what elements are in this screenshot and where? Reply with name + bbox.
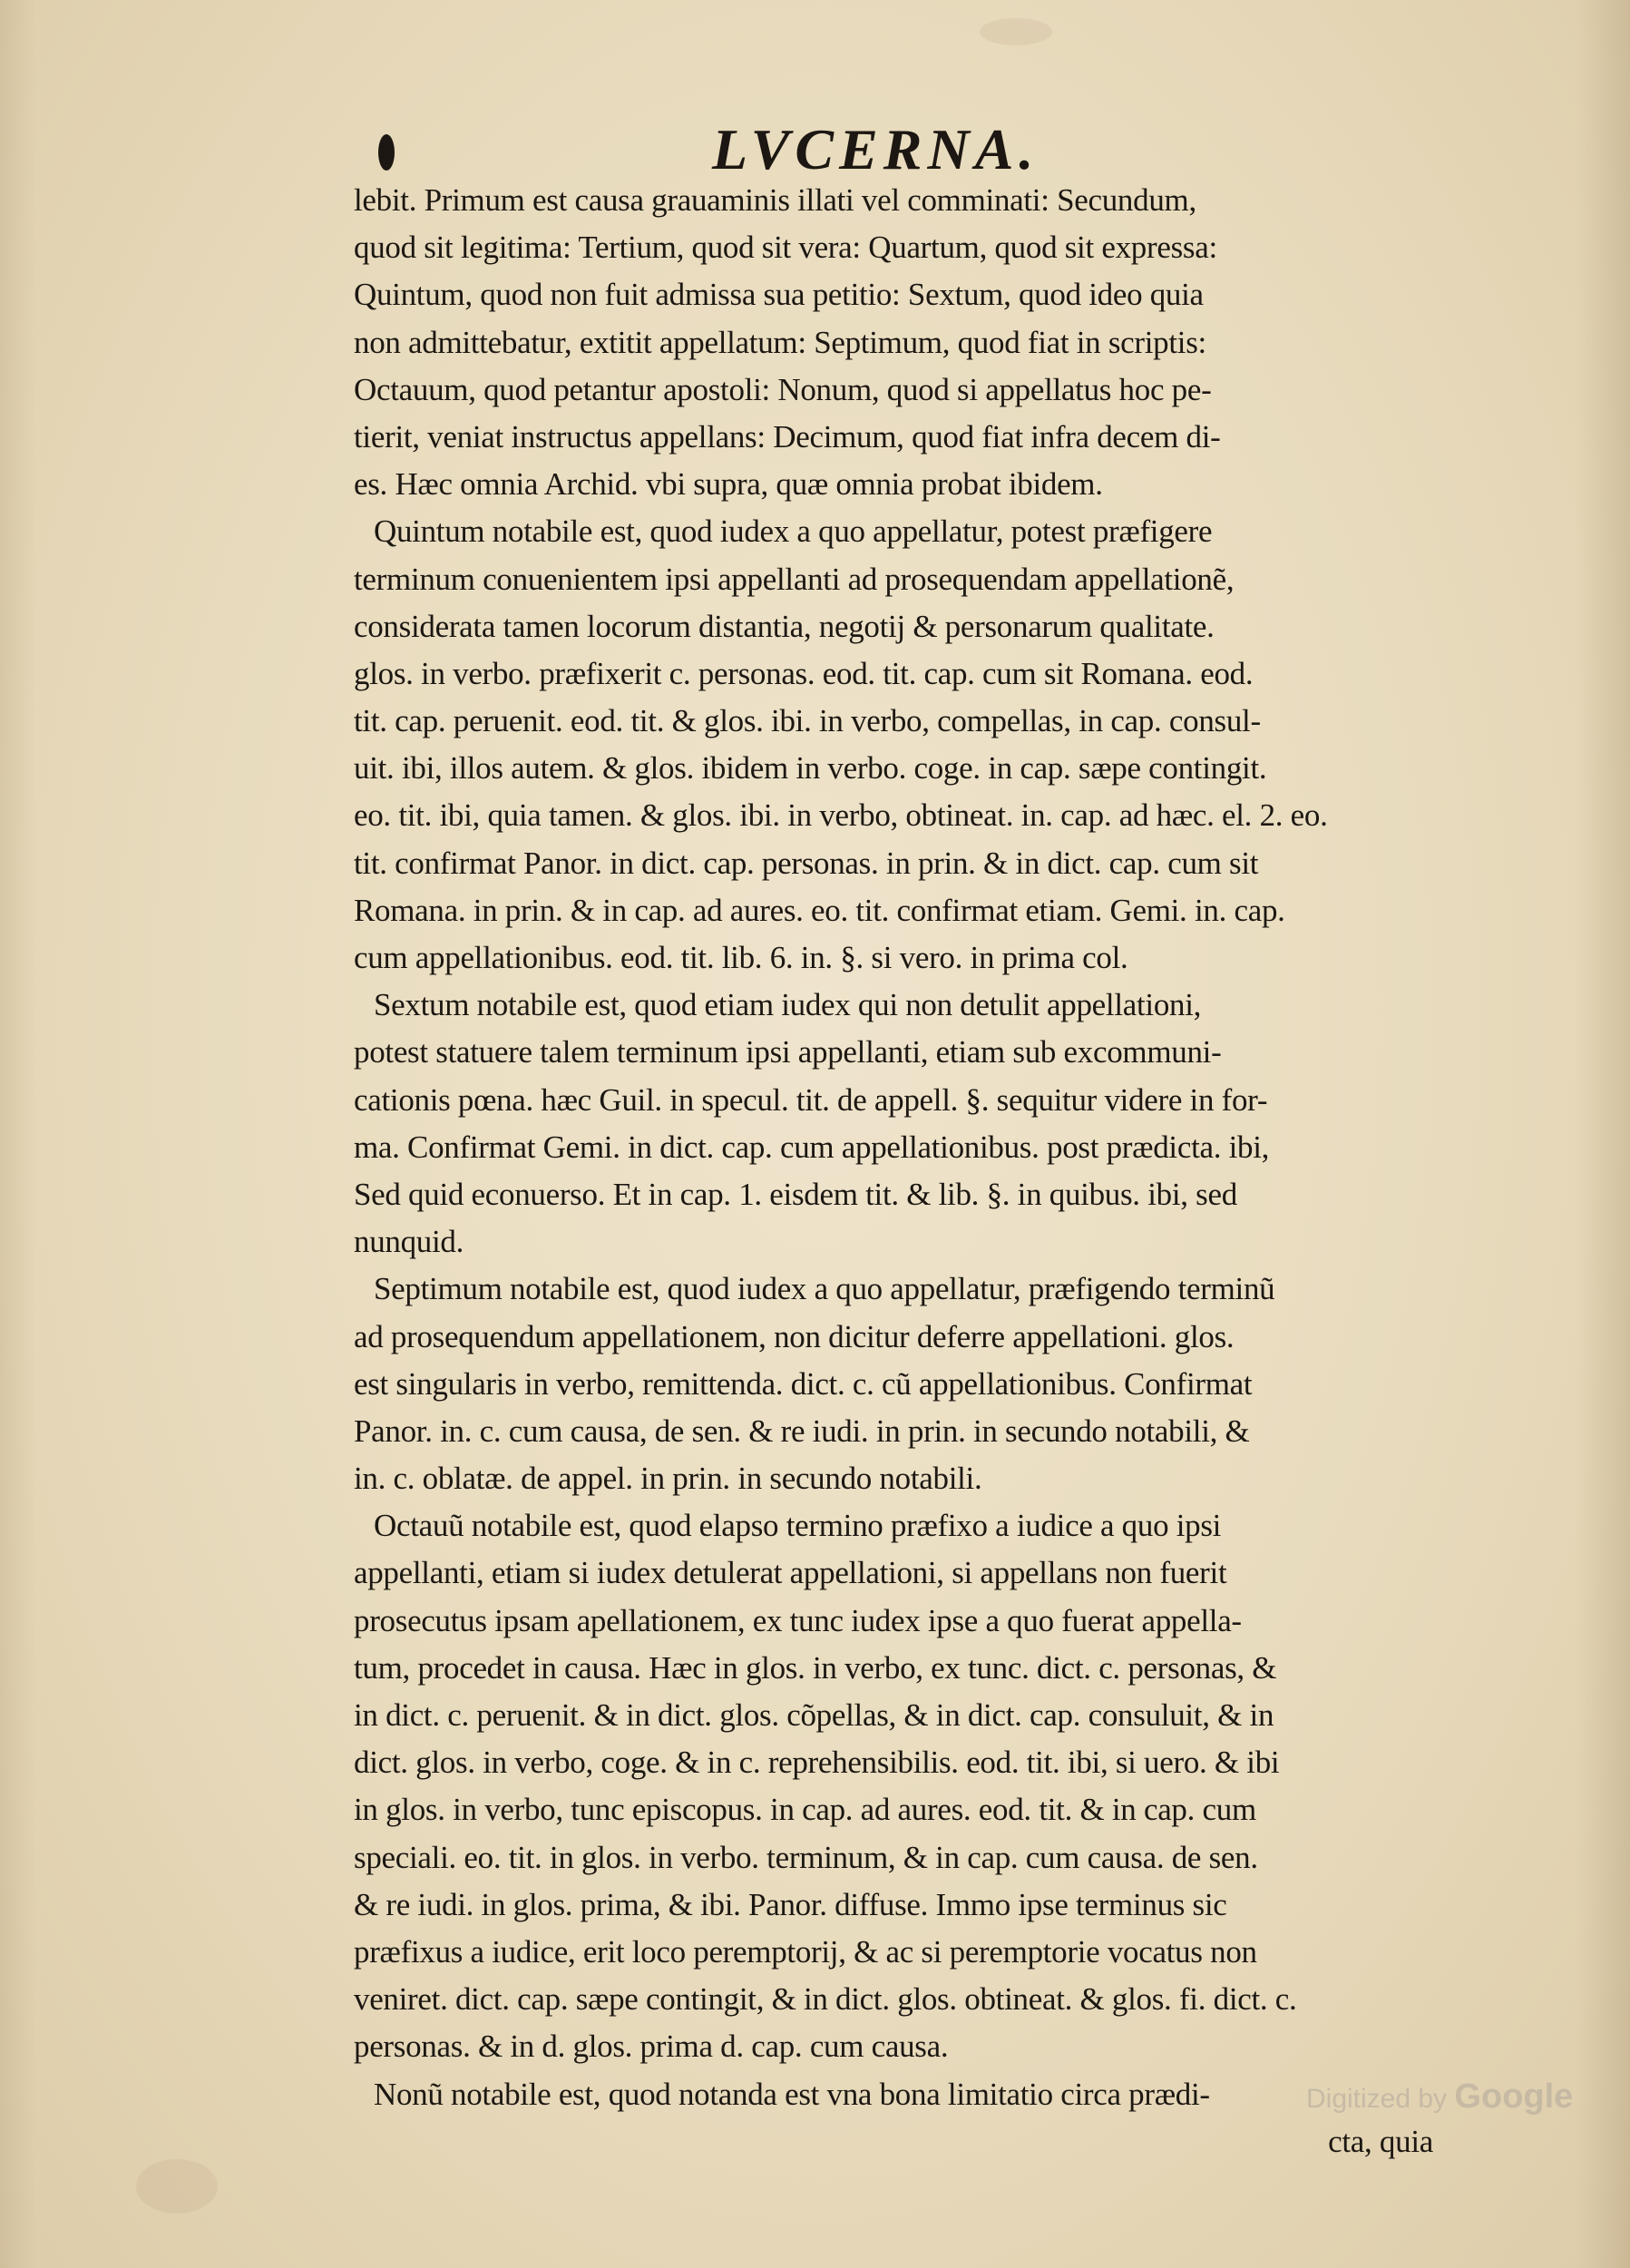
printer-mark-icon <box>378 134 395 171</box>
text-line: eo. tit. ibi, quia tamen. & glos. ibi. in verbo, obtineat. in. cap. ad hæc. el. 2. eo. <box>354 797 1328 834</box>
text-line: Romana. in prin. & in cap. ad aures. eo. tit. confirmat etiam. Gemi. in. cap. <box>354 892 1285 928</box>
running-title: LVCERNA. <box>712 117 1039 181</box>
text-line: es. Hæc omnia Archid. vbi supra, quæ omnia probat ibidem. <box>354 466 1103 503</box>
text-line: est singularis in verbo, remittenda. dict. c. cũ appellationibus. Confirmat <box>354 1365 1253 1402</box>
text-line: Quintum notabile est, quod iudex a quo appellatur, potest præfigere <box>374 513 1213 550</box>
text-line: dict. glos. in verbo, coge. & in c. reprehensibilis. eod. tit. ibi, si uero. & ibi <box>354 1745 1280 1781</box>
body-text <box>354 177 1451 2165</box>
text-line: Septimum notabile est, quod iudex a quo appellatur, præfigendo terminũ <box>374 1271 1275 1307</box>
text-line: cum appellationibus. eod. tit. lib. 6. in. §. si vero. in prima col. <box>354 940 1128 975</box>
text-line: cationis pœna. hæc Guil. in specul. tit. de appell. §. sequitur videre in for- <box>354 1081 1268 1118</box>
text-line: & re iudi. in glos. prima, & ibi. Panor. diffuse. Immo ipse terminus sic <box>354 1886 1227 1922</box>
text-line: prosecutus ipsam apellationem, ex tunc iudex ipse a quo fuerat appella- <box>354 1602 1242 1638</box>
text-line: Octauũ notabile est, quod elapso termino præfixo a iudice a quo ipsi <box>374 1508 1222 1544</box>
text-line: personas. & in d. glos. prima d. cap. cum causa. <box>354 2028 949 2065</box>
catchword: cta, quia <box>1328 2123 1433 2159</box>
text-line: nunquid. <box>354 1224 464 1260</box>
text-line: considerata tamen locorum distantia, negotij & personarum qualitate. <box>354 608 1215 644</box>
text-line: Sextum notabile est, quod etiam iudex qui non detulit appellationi, <box>374 987 1202 1023</box>
text-line: tierit, veniat instructus appellans: Decimum, quod fiat infra decem di- <box>354 418 1221 455</box>
digitized-watermark <box>1306 2077 1573 2116</box>
text-line: tit. cap. peruenit. eod. tit. & glos. ibi. in verbo, compellas, in cap. consul- <box>354 703 1261 739</box>
text-line: præfixus a iudice, erit loco peremptorij, & ac si peremptorie vocatus non <box>354 1933 1257 1970</box>
text-line: speciali. eo. tit. in glos. in verbo. terminum, & in cap. cum causa. de sen. <box>354 1839 1258 1875</box>
text-line: in dict. c. peruenit. & in dict. glos. cõpellas, & in dict. cap. consuluit, & in <box>354 1697 1274 1733</box>
page-edge-shadow-right <box>1576 0 1630 2268</box>
text-line: ma. Confirmat Gemi. in dict. cap. cum appellationibus. post prædicta. ibi, <box>354 1129 1270 1165</box>
text-line: Panor. in. c. cum causa, de sen. & re iudi. in prin. in secundo notabili, & <box>354 1413 1250 1449</box>
text-line: appellanti, etiam si iudex detulerat appellationi, si appellans non fuerit <box>354 1555 1227 1591</box>
digitized-brand: Google <box>1454 2077 1574 2116</box>
text-line: in glos. in verbo, tunc episcopus. in cap. ad aures. eod. tit. & in cap. cum <box>354 1792 1256 1828</box>
text-line: Octauum, quod petantur apostoli: Nonum, quod si appellatus hoc pe- <box>354 371 1212 407</box>
text-line: in. c. oblatæ. de appel. in prin. in secundo notabili. <box>354 1461 982 1497</box>
text-line: glos. in verbo. præfixerit c. personas. eod. tit. cap. cum sit Romana. eod. <box>354 655 1254 691</box>
paper-stain <box>980 18 1052 45</box>
text-line: terminum conuenientem ipsi appellanti ad prosequendam appellationẽ, <box>354 561 1235 597</box>
paper-stain <box>136 2159 218 2214</box>
text-line: tum, procedet in causa. Hæc in glos. in verbo, ex tunc. dict. c. personas, & <box>354 1649 1277 1686</box>
text-line: Quintum, quod non fuit admissa sua petitio: Sextum, quod ideo quia <box>354 277 1204 313</box>
text-line: non admittebatur, extitit appellatum: Septimum, quod fiat in scriptis: <box>354 324 1206 360</box>
text-line: veniret. dict. cap. sæpe contingit, & in dict. glos. obtineat. & glos. fi. dict. c. <box>354 1981 1297 2018</box>
text-line: uit. ibi, illos autem. & glos. ibidem in verbo. coge. in cap. sæpe contingit. <box>354 750 1267 787</box>
text-line: potest statuere talem terminum ipsi appellanti, etiam sub excommuni- <box>354 1034 1222 1070</box>
digitized-prefix: Digitized by <box>1306 2084 1448 2114</box>
text-line: tit. confirmat Panor. in dict. cap. personas. in prin. & in dict. cap. cum sit <box>354 845 1259 881</box>
text-line: ad prosequendum appellationem, non dicitur deferre appellationi. glos. <box>354 1318 1235 1354</box>
text-line: quod sit legitima: Tertium, quod sit vera: Quartum, quod sit expressa: <box>354 230 1217 266</box>
text-line: Sed quid econuerso. Et in cap. 1. eisdem tit. & lib. §. in quibus. ibi, sed <box>354 1176 1237 1212</box>
text-line: lebit. Primum est causa grauaminis illati vel comminati: Secundum, <box>354 182 1196 218</box>
page-edge-shadow-left <box>0 0 36 2268</box>
text-line: Nonũ notabile est, quod notanda est vna bona limitatio circa prædi- <box>374 2076 1210 2112</box>
